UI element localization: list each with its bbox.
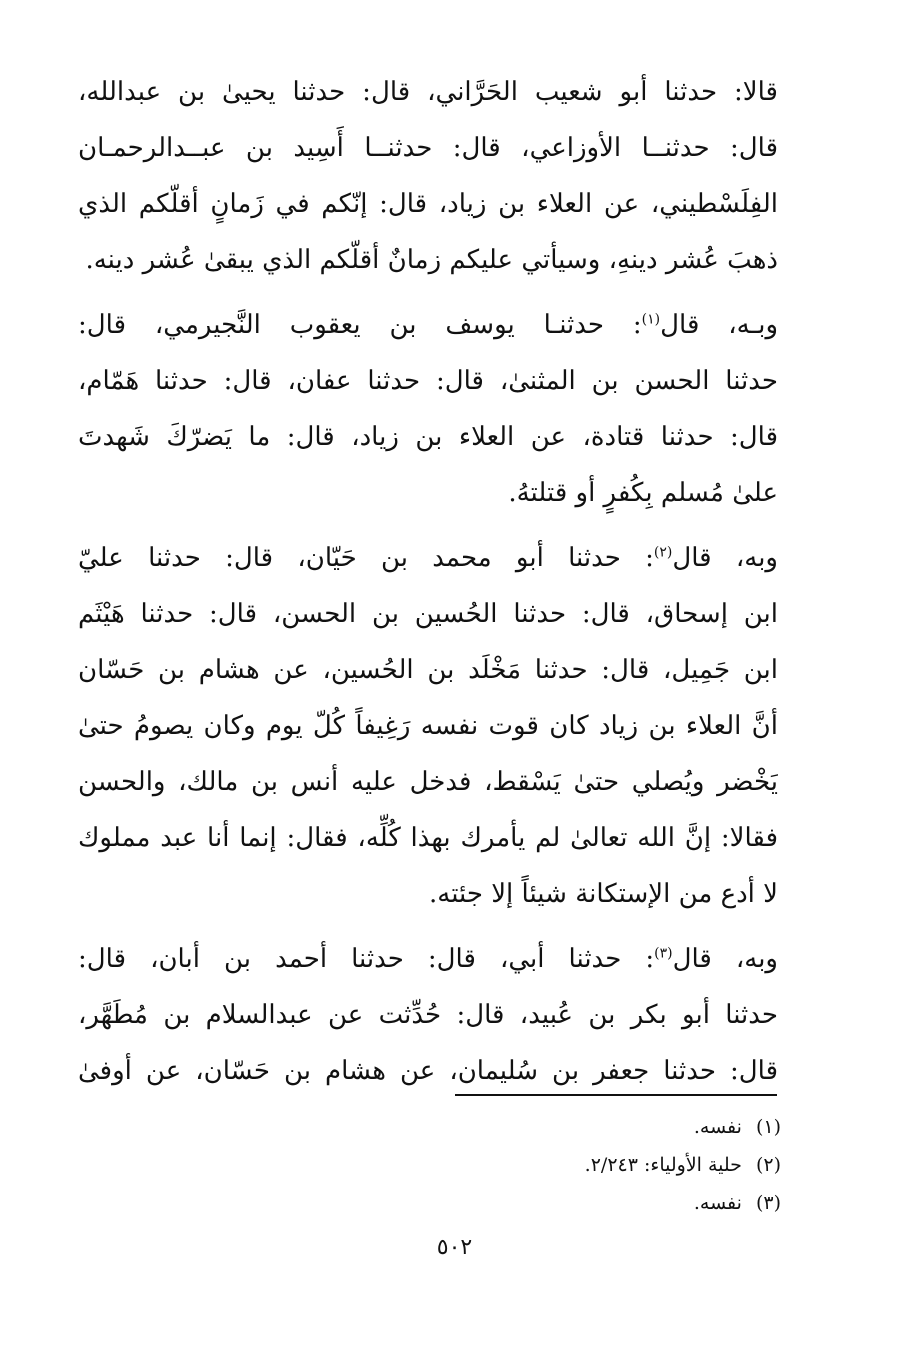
text-line: ذهبَ عُشر دينهِ، وسيأتي عليكم زمانٌ أقلّكم الذي يبقىٰ عُشر دينه. [85, 245, 778, 275]
text-line: حدثنا الحسن بن المثنىٰ، قال: حدثنا عفان، قال: حدثنا هَمّام، [78, 366, 778, 396]
text-line: قال: حدثنــا الأوزاعي، قال: حدثنــا أَسِيد بن عبــدالرحمـان [78, 133, 778, 163]
paragraph-1 [78, 64, 778, 288]
footnote-number: (٣) [755, 1192, 781, 1214]
footnote-1 [585, 1108, 781, 1146]
text-line: وبه، قال$^{(٢)}$: حدثنا أبو محمد بن حَيّان، قال: حدثنا عليّ [78, 543, 778, 573]
text-line: علىٰ مُسلم بِكُفرٍ أو قتلتهُ. [508, 478, 778, 508]
text-line: فقالا: إنَّ الله تعالىٰ لم يأمرك بهذا كُلِّه، فقال: إنما أنا عبد مملوك [78, 823, 778, 853]
footnotes [585, 1108, 781, 1222]
footnote-text: حلية الأولياء: ٢/٢٤٣. [584, 1154, 742, 1176]
text-line: أنَّ العلاء بن زياد كان قوت نفسه رَغِيفاً كُلّ يوم وكان يصومُ حتىٰ [78, 711, 778, 741]
text-line: ابن جَمِيل، قال: حدثنا مَخْلَد بن الحُسين، عن هشام بن حَسّان [78, 655, 778, 685]
text-line: وبـه، قال$^{(١)}$: حدثنـا يوسف بن يعقوب النَّجيرمي، قال: [78, 310, 778, 340]
footnote-number: (٢) [755, 1154, 781, 1176]
footnote-2 [585, 1146, 781, 1184]
footnote-text: نفسه. [693, 1192, 742, 1214]
text-line: قالا: حدثنا أبو شعيب الحَرَّاني، قال: حدثنا يحيىٰ بن عبدالله، [78, 77, 778, 107]
footnote-3 [585, 1184, 781, 1222]
footnote-number: (١) [755, 1116, 781, 1138]
text-line: قال: حدثنا قتادة، عن العلاء بن زياد، قال: ما يَضرّكَ شَهدتَ [78, 422, 778, 452]
text-line: الفِلَسْطيني، عن العلاء بن زياد، قال: إنّكم في زَمانٍ أقلّكم الذي [78, 189, 778, 219]
text-line: وبه، قال$^{(٣)}$: حدثنا أبي، قال: حدثنا أحمد بن أبان، قال: [78, 944, 778, 974]
page-number: ٥٠٢ [436, 1235, 473, 1260]
footnote-divider [455, 1094, 777, 1096]
text-line: ابن إسحاق، قال: حدثنا الحُسين بن الحسن، قال: حدثنا هَيْثَم [78, 599, 778, 629]
page-body [78, 64, 778, 1099]
paragraph-2 [78, 297, 778, 521]
text-line: يَخْضر ويُصلي حتىٰ يَسْقط، فدخل عليه أنس بن مالك، والحسن [78, 767, 778, 797]
text-line: لا أدع من الإستكانة شيئاً إلا جئته. [428, 879, 778, 909]
footnote-text: نفسه. [693, 1116, 742, 1138]
paragraph-4 [78, 931, 778, 1099]
text-line: حدثنا أبو بكر بن عُبيد، قال: حُدِّثت عن عبدالسلام بن مُطَهَّر، [78, 1000, 778, 1030]
text-line: قال: حدثنا جعفر بن سُليمان، عن هشام بن حَسّان، عن أوفىٰ [78, 1056, 778, 1086]
paragraph-3 [78, 530, 778, 922]
